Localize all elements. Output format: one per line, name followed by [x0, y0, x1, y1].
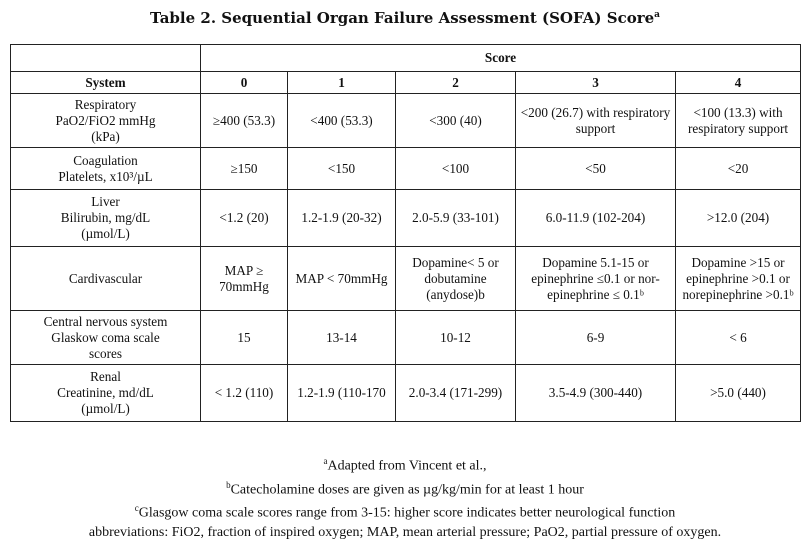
score-cell: <150 [288, 148, 396, 190]
footnote-c [0, 499, 810, 523]
system-line: Creatinine, md/dL [57, 385, 154, 400]
score-cell: 3.5-4.9 (300-440) [516, 365, 676, 422]
table-row-cardiovascular [11, 247, 801, 311]
score-cell: 6-9 [516, 311, 676, 365]
score-cell: MAP ≥ 70mmHg [201, 247, 288, 311]
table-title [0, 6, 810, 27]
system-line: (kPa) [91, 128, 120, 144]
score-cell: 13-14 [288, 311, 396, 365]
system-line: Coagulation [73, 152, 138, 168]
system-line: Central nervous system [43, 313, 168, 329]
score-col-1-header: 1 [288, 72, 396, 94]
footnote-mark: c [134, 503, 139, 514]
score-col-2-header: 2 [396, 72, 516, 94]
score-cell: < 6 [676, 311, 801, 365]
score-cell: < 1.2 (110) [201, 365, 288, 422]
footnotes [0, 452, 810, 542]
score-cell: >5.0 (440) [676, 365, 801, 422]
table-row-cns [11, 311, 801, 365]
score-col-3-header: 3 [516, 72, 676, 94]
score-header: Score [201, 45, 801, 72]
score-cell: 2.0-5.9 (33-101) [396, 190, 516, 247]
footnote-abbreviations: abbreviations: FiO2, fraction of inspired oxygen; MAP, mean arterial pressure; PaO2, partial pressure of oxygen. [88, 524, 722, 540]
system-line: Respiratory [74, 96, 137, 112]
system-line: (µmol/L) [81, 226, 130, 241]
score-cell: 6.0-11.9 (102-204) [516, 190, 676, 247]
system-cell-respiratory [11, 94, 201, 148]
table-row-coagulation [11, 148, 801, 190]
score-cell: 2.0-3.4 (171-299) [396, 365, 516, 422]
score-cell: >12.0 (204) [676, 190, 801, 247]
system-line: (µmol/L) [81, 401, 130, 416]
system-cell-coagulation [11, 148, 201, 190]
system-line: Bilirubin, mg/dL [60, 210, 151, 225]
score-cell: ≥150 [201, 148, 288, 190]
footnote-b [0, 476, 810, 500]
system-cell-cns [11, 311, 201, 365]
footnote-text: Glasgow coma scale scores range from 3-15: higher score indicates better neurological function [138, 505, 676, 521]
score-col-4-header: 4 [676, 72, 801, 94]
system-line: Liver [91, 194, 120, 209]
table-row-liver [11, 190, 801, 247]
score-cell: ≥400 (53.3) [201, 94, 288, 148]
footnote-mark: b [226, 479, 231, 490]
system-line: Platelets, x10³/µL [58, 168, 153, 184]
score-cell: 1.2-1.9 (110-170 [288, 365, 396, 422]
table-title-text: Table 2. Sequential Organ Failure Assessment (SOFA) Score [149, 9, 655, 27]
system-line: Renal [90, 369, 121, 384]
footnote-text: Adapted from Vincent et al., [327, 458, 487, 474]
score-cell: Dopamine 5.1-15 or epinephrine ≤0.1 or nor-epinephrine ≤ 0.1ᵇ [516, 247, 676, 311]
table-title-footnote-mark: a [654, 10, 660, 20]
score-cell: <1.2 (20) [201, 190, 288, 247]
score-cell: <20 [676, 148, 801, 190]
system-header: System [11, 72, 201, 94]
table-row-respiratory [11, 94, 801, 148]
header-row-score [11, 45, 801, 72]
score-col-0-header: 0 [201, 72, 288, 94]
score-cell: <300 (40) [396, 94, 516, 148]
header-row-columns [11, 72, 801, 94]
footnote-text: Catecholamine doses are given as µg/kg/min for at least 1 hour [230, 482, 584, 498]
header-blank-cell [11, 45, 201, 72]
score-cell: <400 (53.3) [288, 94, 396, 148]
score-cell: MAP < 70mmHg [288, 247, 396, 311]
system-cell-liver [11, 190, 201, 247]
system-line: PaO2/FiO2 mmHg [55, 112, 156, 128]
system-line: scores [89, 345, 122, 361]
score-cell: 1.2-1.9 (20-32) [288, 190, 396, 247]
sofa-table [10, 44, 801, 422]
system-line: Cardivascular [68, 270, 143, 286]
score-cell: <100 (13.3) with respiratory support [676, 94, 801, 148]
score-cell: 15 [201, 311, 288, 365]
table-row-renal [11, 365, 801, 422]
score-cell: <200 (26.7) with respiratory support [516, 94, 676, 148]
system-line: Glaskow coma scale [51, 329, 160, 345]
footnote-a [0, 452, 810, 476]
footnote-mark: a [323, 456, 328, 466]
system-cell-cardiovascular [11, 247, 201, 311]
score-cell: 10-12 [396, 311, 516, 365]
score-cell: <50 [516, 148, 676, 190]
score-cell: <100 [396, 148, 516, 190]
score-cell: Dopamine< 5 or dobutamine (anydose)b [396, 247, 516, 311]
score-cell: Dopamine >15 or epinephrine >0.1 or norepinephrine >0.1ᵇ [676, 247, 801, 311]
system-cell-renal [11, 365, 201, 422]
